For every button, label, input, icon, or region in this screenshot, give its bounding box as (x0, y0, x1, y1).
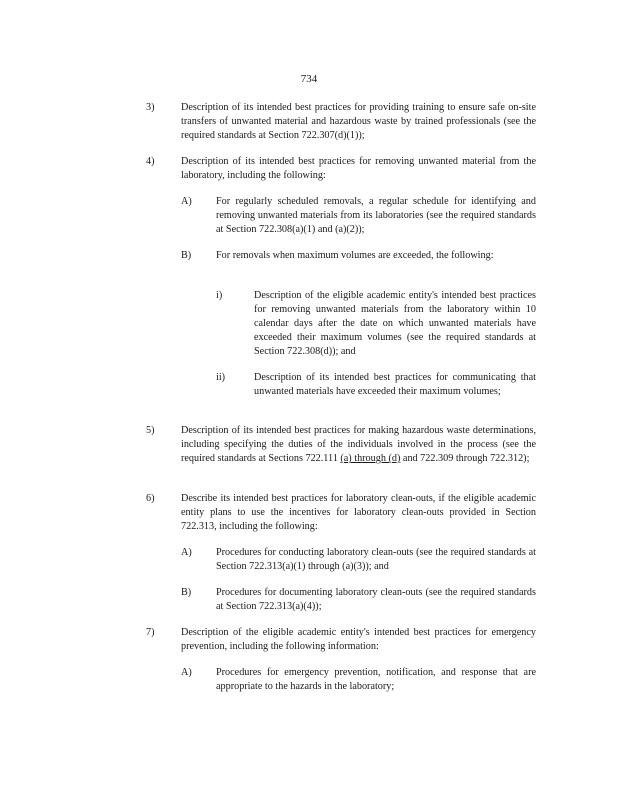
list-item-7 (146, 626, 536, 654)
list-item-4b (181, 249, 536, 263)
list-item-7a (181, 666, 536, 694)
list-item-5 (146, 424, 536, 466)
item-text: Describe its intended best practices for laboratory clean-outs, if the eligible academic entity plans to use the incentives for laboratory clean-outs provided in Section 722.313, including the following: (181, 493, 536, 532)
list-item-3 (146, 101, 536, 143)
item-text-part: Description of its intended best practices for making hazardous waste determinations, including specifying the duties of the individuals involved in the process (see the required standards at Sections 722.111 (181, 425, 536, 464)
item-text: Description of its intended best practices for removing unwanted material from the laboratory, including the following: (181, 156, 536, 181)
item-text-part: and 722.309 through 722.312); (400, 453, 530, 464)
list-item-4 (146, 155, 536, 183)
item-text (181, 424, 536, 466)
item-number: 3) (146, 102, 155, 113)
item-letter: B) (181, 250, 192, 261)
item-text: Procedures for conducting laboratory clean-outs (see the required standards at Section 722.313(a)(1) through (a)(3)); and (216, 547, 536, 572)
item-letter: A) (181, 547, 192, 558)
item-number: 6) (146, 493, 155, 504)
item-roman: ii) (216, 372, 226, 383)
list-item-6a (181, 546, 536, 574)
list-item-4bi (216, 289, 536, 359)
list-item-6 (146, 492, 536, 534)
item-text: For regularly scheduled removals, a regular schedule for identifying and removing unwanted materials from its laboratories (see the required standards at Section 722.308(a)(1) and (a)(2)); (216, 196, 536, 235)
page-number: 734 (300, 73, 318, 85)
item-number: 4) (146, 156, 155, 167)
list-item-4bii (216, 371, 536, 399)
item-text: Procedures for emergency prevention, notification, and response that are appropriate to the hazards in the laboratory; (216, 667, 536, 692)
item-text: Description of the eligible academic entity's intended best practices for removing unwanted materials from the laboratory within 10 calendar days after the date on which unwanted materials have exceeded their maximum volumes (see the required standards at Section 722.308(d)); and (254, 290, 536, 357)
item-letter: A) (181, 667, 192, 678)
item-number: 5) (146, 425, 155, 436)
item-number: 7) (146, 627, 155, 638)
item-letter: B) (181, 587, 192, 598)
item-text: Description of the eligible academic entity's intended best practices for emergency prevention, including the following information: (181, 627, 536, 652)
item-text: Description of its intended best practices for providing training to ensure safe on-site transfers of unwanted material and hazardous waste by trained professionals (see the required standards at Section 722.307(d)(1)); (181, 102, 536, 141)
list-item-4a (181, 195, 536, 237)
item-text: Description of its intended best practices for communicating that unwanted materials have exceeded their maximum volumes; (254, 372, 536, 397)
item-roman: i) (216, 290, 223, 301)
list-item-6b (181, 586, 536, 614)
item-text: Procedures for documenting laboratory clean-outs (see the required standards at Section 722.313(a)(4)); (216, 587, 536, 612)
underlined-amendment: (a) through (d) (340, 453, 401, 464)
item-text: For removals when maximum volumes are exceeded, the following: (216, 250, 494, 261)
item-letter: A) (181, 196, 192, 207)
